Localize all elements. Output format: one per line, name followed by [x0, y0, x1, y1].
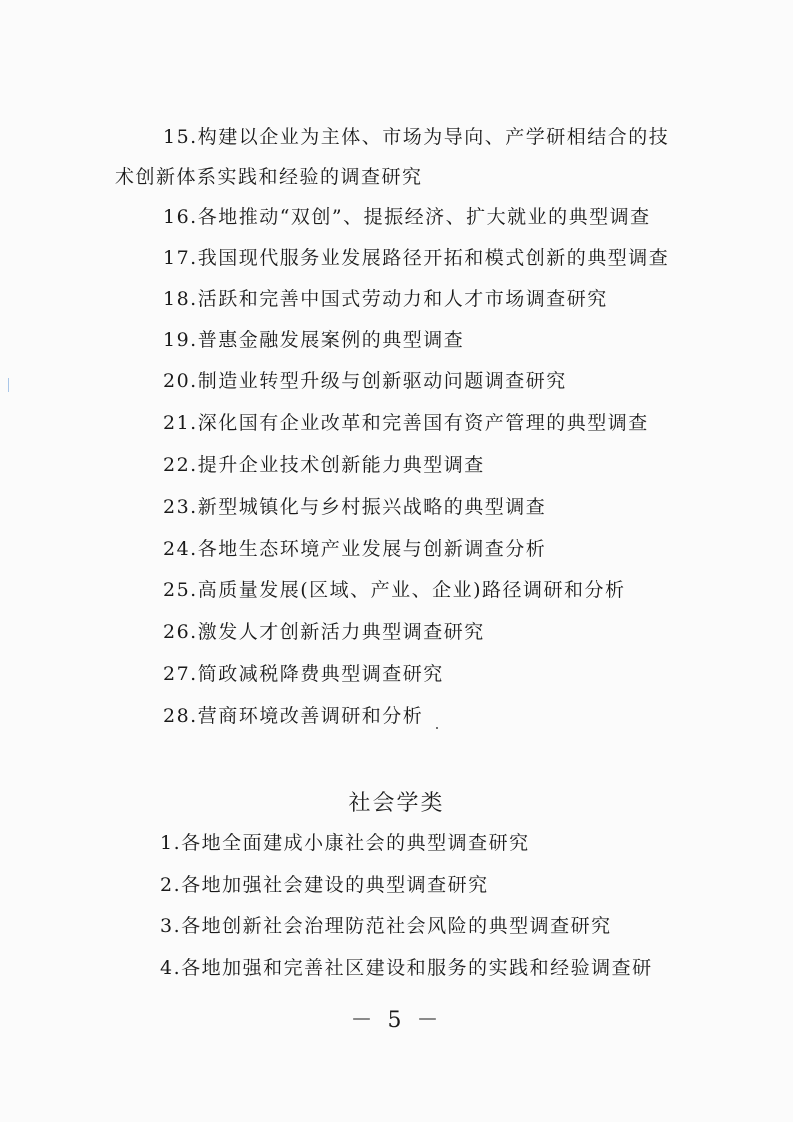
- list-item: 22.提升企业技术创新能力典型调查: [163, 454, 485, 476]
- list-item: 23.新型城镇化与乡村振兴战略的典型调查: [163, 496, 547, 518]
- list-item: 20.制造业转型升级与创新驱动问题调查研究: [163, 370, 567, 392]
- list-item: 27.简政减税降费典型调查研究: [163, 663, 444, 685]
- list-item: 24.各地生态环境产业发展与创新调查分析: [163, 538, 547, 560]
- section-heading: 社会学类: [348, 791, 445, 816]
- list-item: 19.普惠金融发展案例的典型调查: [163, 329, 465, 351]
- list-item: 3.各地创新社会治理防范社会风险的典型调查研究: [160, 915, 612, 937]
- scan-speck: [436, 727, 438, 729]
- list-item: 15.构建以企业为主体、市场为导向、产学研相结合的技: [163, 126, 670, 148]
- list-item: 25.高质量发展(区域、产业、企业)路径调研和分析: [163, 579, 626, 601]
- list-item: 26.激发人才创新活力典型调查研究: [163, 621, 485, 643]
- list-item: 17.我国现代服务业发展路径开拓和模式创新的典型调查: [163, 247, 670, 269]
- list-item: 16.各地推动“双创”、提振经济、扩大就业的典型调查: [163, 206, 651, 228]
- list-item-continuation: 术创新体系实践和经验的调查研究: [115, 166, 423, 188]
- list-item: 4.各地加强和完善社区建设和服务的实践和经验调查研: [160, 957, 653, 979]
- list-item: 1.各地全面建成小康社会的典型调查研究: [160, 832, 530, 854]
- list-item: 28.营商环境改善调研和分析: [163, 705, 424, 727]
- list-item: 21.深化国有企业改革和完善国有资产管理的典型调查: [163, 412, 649, 434]
- list-item: 2.各地加强社会建设的典型调查研究: [160, 874, 489, 896]
- list-item: 18.活跃和完善中国式劳动力和人才市场调查研究: [163, 288, 608, 310]
- margin-mark: [8, 378, 15, 392]
- page-number: － 5 －: [350, 1008, 443, 1033]
